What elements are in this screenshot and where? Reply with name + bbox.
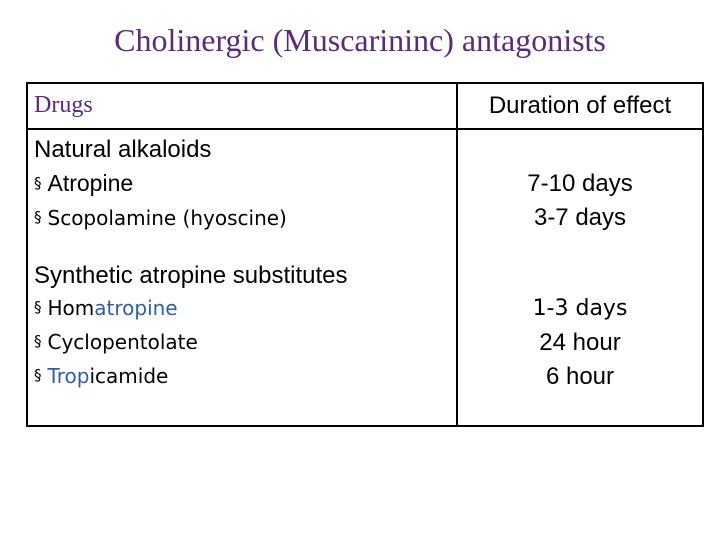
duration-cyclopentolate: 24 hour <box>539 329 621 356</box>
duration-homatropine: 1-3 days <box>532 296 628 321</box>
header-divider <box>28 128 702 130</box>
duration-atropine: 7-10 days <box>527 170 633 197</box>
drug-scopolamine: § Scopolamine (hyoscine) <box>34 206 287 230</box>
duration-tropicamide: 6 hour <box>545 363 615 390</box>
group-natural-alkaloids: Natural alkaloids <box>34 136 212 163</box>
group-synthetic-substitutes: Synthetic atropine substitutes <box>34 262 348 289</box>
duration-scopolamine: 3-7 days <box>533 204 627 231</box>
column-divider <box>456 84 458 425</box>
drug-homatropine: § Homatropine <box>34 296 178 320</box>
bullet-icon: § <box>34 208 42 226</box>
page-title: Cholinergic (Muscarininc) antagonists <box>114 22 606 58</box>
header-drugs: Drugs <box>34 92 93 118</box>
drug-table <box>26 82 704 427</box>
drug-tropicamide: § Tropicamide <box>34 364 169 388</box>
header-duration: Duration of effect <box>488 92 672 119</box>
drug-atropine: § Atropine <box>34 170 134 196</box>
bullet-icon: § <box>34 298 42 316</box>
bullet-icon: § <box>34 332 42 350</box>
drug-cyclopentolate: § Cyclopentolate <box>34 330 198 354</box>
bullet-icon: § <box>34 174 42 192</box>
bullet-icon: § <box>34 366 42 384</box>
